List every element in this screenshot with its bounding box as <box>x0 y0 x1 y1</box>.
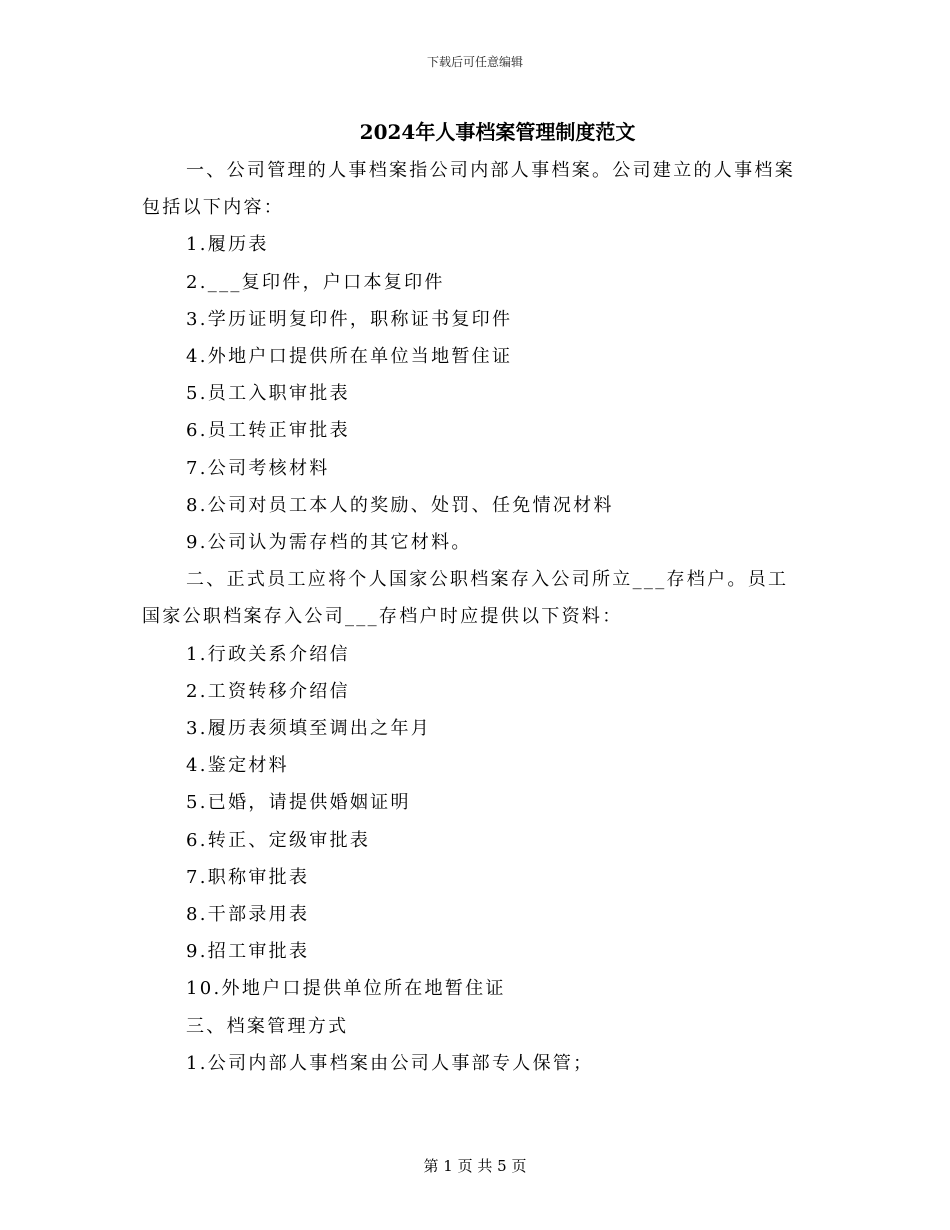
section1-item-2: 2.___复印件，户口本复印件 <box>186 271 445 293</box>
section1-item-8: 8.公司对员工本人的奖励、处罚、任免情况材料 <box>186 494 614 516</box>
section2-item-2: 2.工资转移介绍信 <box>186 680 350 702</box>
section1-item-5: 5.员工入职审批表 <box>186 383 350 405</box>
section2-intro: 二、正式员工应将个人国家公职档案存入公司所立___存档户。员工国家公职档案存入公司___存档户时应提供以下资料： <box>142 569 789 628</box>
document-body <box>142 152 807 1082</box>
section2-item-8: 8.干部录用表 <box>186 904 310 926</box>
section2-item-3: 3.履历表须填至调出之年月 <box>186 718 432 740</box>
page-footer-number: 第 1 页 共 5 页 <box>423 1157 527 1175</box>
section1-item-9: 9.公司认为需存档的其它材料。 <box>186 532 472 554</box>
section3-item-1: 1.公司内部人事档案由公司人事部专人保管； <box>186 1052 594 1074</box>
section1-item-7: 7.公司考核材料 <box>186 457 330 479</box>
section2-item-1: 1.行政关系介绍信 <box>186 643 350 665</box>
section1-item-1: 1.履历表 <box>186 234 269 256</box>
section2-item-9: 9.招工审批表 <box>186 941 310 963</box>
section1-item-4: 4.外地户口提供所在单位当地暂住证 <box>186 346 513 368</box>
section2-item-4: 4.鉴定材料 <box>186 755 289 777</box>
section2-item-7: 7.职称审批表 <box>186 866 310 888</box>
section3-heading: 三、档案管理方式 <box>186 1015 349 1037</box>
section1-intro: 一、公司管理的人事档案指公司内部人事档案。公司建立的人事档案包括以下内容： <box>142 160 795 219</box>
page-header-note: 下载后可任意编辑 <box>426 55 523 69</box>
section2-item-6: 6.转正、定级审批表 <box>186 829 371 851</box>
section2-item-5: 5.已婚，请提供婚姻证明 <box>186 792 411 814</box>
section1-item-3: 3.学历证明复印件，职称证书复印件 <box>186 308 513 330</box>
section1-item-6: 6.员工转正审批表 <box>186 420 350 442</box>
section2-item-10: 10.外地户口提供单位所在地暂住证 <box>186 978 506 1000</box>
document-title: 2024年人事档案管理制度范文 <box>359 120 636 144</box>
